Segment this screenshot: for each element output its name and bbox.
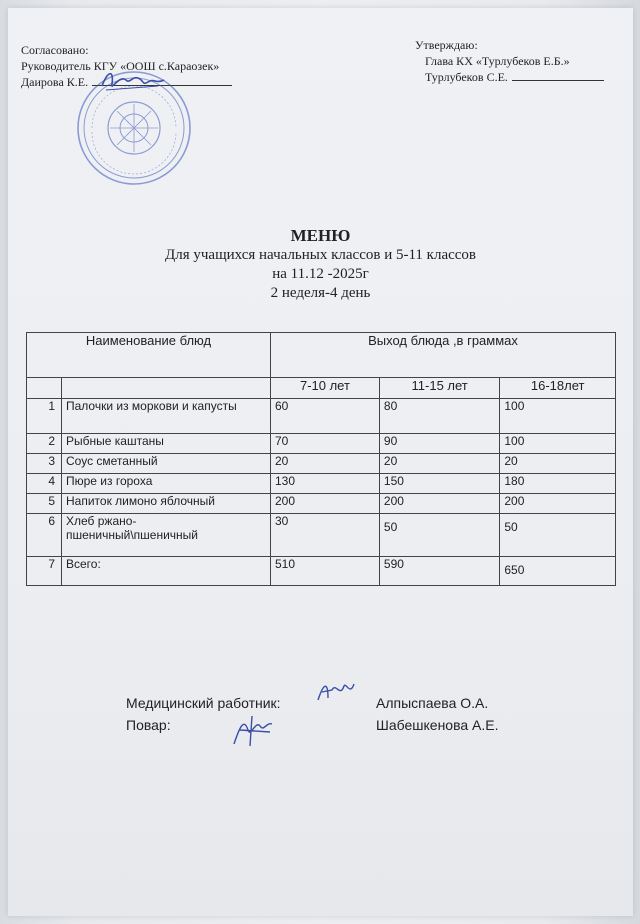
signature-block [126,692,546,736]
row-number: 6 [27,514,62,557]
value-16-18: 100 [500,434,616,454]
cook-signature-row [126,714,546,736]
menu-table [26,332,616,586]
dish-name: Палочки из моркови и капусты [62,399,271,434]
value-16-18: 20 [500,454,616,474]
header-output-grams: Выход блюда ,в граммах [271,333,616,378]
menu-week-day: 2 неделя-4 день [270,285,371,301]
dish-name: Соус сметанный [62,454,271,474]
cook-name: Шабешкенова А.Е. [376,717,499,733]
value-11-15: 20 [379,454,499,474]
row-number: 3 [27,454,62,474]
value-11-15: 90 [379,434,499,454]
menu-subtitle: Для учащихся начальных классов и 5-11 классов [165,247,476,263]
table-row [27,514,616,557]
approval-left-line2: Руководитель КГУ «ООШ с.Караозек» [21,59,220,73]
value-7-10: 200 [271,494,380,514]
menu-title: МЕНЮ [290,226,351,245]
row-number: 1 [27,399,62,434]
cook-signature-icon [230,714,276,748]
value-7-10: 30 [271,514,380,557]
value-7-10: 60 [271,399,380,434]
approval-right-line2: Глава КХ «Турлубеков Е.Б.» [425,54,570,68]
header-dish-name: Наименование блюд [27,333,271,378]
director-signature-icon [98,64,168,96]
medic-name: Алпыспаева О.А. [376,695,489,711]
approval-left-line1: Согласовано: [21,43,89,57]
dish-name: Пюре из гороха [62,474,271,494]
value-16-18: 200 [500,494,616,514]
row-number: 2 [27,434,62,454]
value-16-18: 650 [500,557,616,586]
value-11-15: 50 [379,514,499,557]
dish-name: Напиток лимоно яблочный [62,494,271,514]
dish-name: Всего: [62,557,271,586]
value-7-10: 70 [271,434,380,454]
value-7-10: 130 [271,474,380,494]
row-number: 5 [27,494,62,514]
approval-left-line3: Даирова К.Е. [21,74,232,90]
value-11-15: 80 [379,399,499,434]
row-number: 4 [27,474,62,494]
approval-right-line1: Утверждаю: [415,38,478,52]
table-row-total [27,557,616,586]
medic-role: Медицинский работник: [126,695,281,711]
cook-role: Повар: [126,717,171,733]
table-subheader-row [27,378,616,399]
dish-name: Хлеб ржано-пшеничный\пшеничный [62,514,271,557]
document-page [8,8,633,916]
approval-right-block [415,37,604,85]
age-group-11-15: 11-15 лет [379,378,499,399]
medic-signature-icon [316,678,356,704]
subheader-empty-dish [62,378,271,399]
value-11-15: 200 [379,494,499,514]
approval-right-line3: Турлубеков С.Е. [425,69,604,85]
menu-title-block [8,226,633,303]
value-16-18: 180 [500,474,616,494]
value-16-18: 50 [500,514,616,557]
age-group-16-18: 16-18лет [500,378,616,399]
table-row [27,474,616,494]
age-group-7-10: 7-10 лет [271,378,380,399]
table-header-row [27,333,616,378]
table-row [27,399,616,434]
medic-signature-row [126,692,546,714]
table-row [27,434,616,454]
dish-name: Рыбные каштаны [62,434,271,454]
row-number: 7 [27,557,62,586]
value-7-10: 510 [271,557,380,586]
value-7-10: 20 [271,454,380,474]
subheader-empty-num [27,378,62,399]
value-16-18: 100 [500,399,616,434]
table-row [27,494,616,514]
menu-date: на 11.12 -2025г [272,266,369,282]
table-row [27,454,616,474]
value-11-15: 590 [379,557,499,586]
value-11-15: 150 [379,474,499,494]
